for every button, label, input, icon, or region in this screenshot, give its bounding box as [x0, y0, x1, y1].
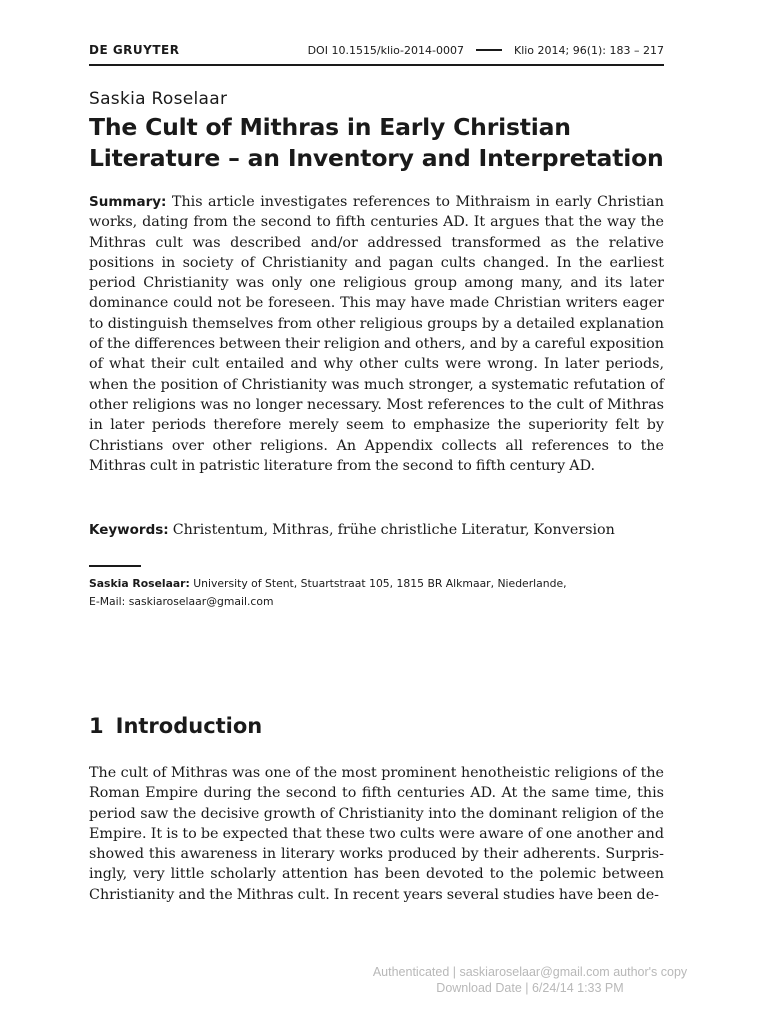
summary-text: This article investigates references to Mithraism in early Christian works, dating from the second to fifth centuries AD. It argues that the way the Mithras cult was described and/or addressed transformed as the relative positions in society of Christianity and pagan cults changed. In the earliest period Christianity was only one religious group among many, and its later dominance could not be foreseen. This may have made Christian writers eager to distinguish themselves from other religious groups by a detailed explanation of the differences between their religion and others, and by a careful exposition of what their cult entailed and why other cults were wrong. In later periods, when the position of Christianity was much stronger, a systematic refutation of other religions was no longer necessary. Most references to the cult of Mithras in later periods therefore merely seem to emphasize the superiority felt by Christians over other religions. An Appendix collects all references to the Mithras cult in patristic literature from the second to fifth century AD.	[89, 194, 665, 474]
affiliation-name: Saskia Roselaar:	[89, 577, 190, 590]
meta-separator	[476, 49, 502, 51]
section-number: 1	[89, 714, 104, 738]
abstract	[89, 192, 664, 476]
author-name: Saskia Roselaar	[89, 89, 228, 109]
introduction-paragraph: The cult of Mithras was one of the most prominent henotheistic religions of the Roman Empire during the second to fifth centuries AD. At the same time, this period saw the decisive growth of Christianity into the dominant religion of the Empire. It is to be expected that these two cults were aware of one another and showed this awareness in literary works produced by their adherents. Surprisingly, very little scholarly attention has been devoted to the polemic between Christianity and the Mithras cult. In recent years several studies have been de-	[89, 765, 664, 903]
affiliation-email: E-Mail: saskiaroselaar@gmail.com	[89, 594, 274, 608]
journal-citation: Klio 2014; 96(1): 183 – 217	[513, 43, 664, 57]
watermark-line-1: Authenticated | saskiaroselaar@gmail.com author's copy	[372, 965, 688, 979]
section-heading	[89, 714, 262, 738]
publisher-name: DE GRUYTER	[89, 43, 180, 57]
affiliation-address: University of Stent, Stuartstraat 105, 1815 BR Alkmaar, Niederlande,	[193, 577, 567, 590]
doi: DOI 10.1515/klio-2014-0007	[307, 43, 464, 57]
section-title: Introduction	[115, 714, 263, 738]
download-watermark	[330, 964, 730, 996]
article-meta	[308, 44, 664, 57]
header-rule	[89, 64, 664, 66]
watermark-line-2: Download Date | 6/24/14 1:33 PM	[436, 981, 624, 995]
author-affiliation	[89, 575, 664, 610]
keywords	[89, 520, 664, 540]
keywords-text: Christentum, Mithras, frühe christliche Literatur, Konversion	[172, 522, 615, 538]
title-line-1: The Cult of Mithras in Early Christian	[89, 113, 571, 141]
article-title	[89, 112, 689, 174]
running-header	[89, 41, 664, 59]
summary-label: Summary:	[89, 194, 167, 210]
title-line-2: Literature – an Inventory and Interpretation	[89, 144, 664, 172]
affiliation-rule	[89, 565, 141, 567]
keywords-label: Keywords:	[89, 522, 169, 538]
